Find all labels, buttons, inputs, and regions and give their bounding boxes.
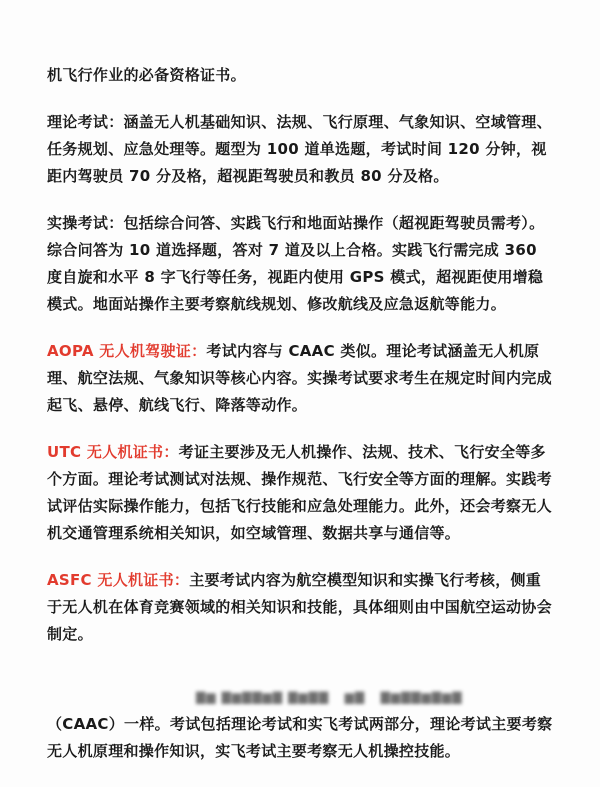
utc-paragraph (47, 439, 555, 547)
utc-heading: UTC 无人机证书： (47, 443, 179, 461)
blurred-heading: ▇▆ ▇▆▇▇▆▇ ▇▆▇▇ ▆▇ ▇▆▇▇▆▇▆▇ (196, 690, 463, 704)
document-body (47, 62, 555, 648)
utc-text: 考证主要涉及无人机操作、法规、技术、飞行安全等多个方面。理论考试测试对法规、操作规范、飞行安全等方面的理解。实践考试评估实际操作能力，包括飞行技能和应急处理能力。此外，还会考察无人机交通管理系统相关知识，如空域管理、数据共享与通信等。 (47, 443, 552, 542)
intro-line: 机飞行作业的必备资格证书。 (47, 66, 246, 84)
tail-paragraph: （CAAC）一样。考试包括理论考试和实飞考试两部分，理论考试主要考察无人机原理和操作知识，实飞考试主要考察无人机操控技能。 (47, 715, 553, 760)
asfc-text: 主要考试内容为航空模型知识和实操飞行考核，侧重于无人机在体育竞赛领域的相关知识和技能，具体细则由中国航空运动协会制定。 (47, 571, 552, 643)
aopa-paragraph (47, 338, 555, 419)
aopa-text: 考试内容与 CAAC 类似。理论考试涵盖无人机原理、航空法规、气象知识等核心内容。实操考试要求考生在规定时间内完成起飞、悬停、航线飞行、降落等动作。 (47, 342, 552, 414)
asfc-paragraph (47, 567, 555, 648)
asfc-heading: ASFC 无人机证书： (47, 571, 190, 589)
aopa-heading: AOPA 无人机驾驶证： (47, 342, 207, 360)
theory-exam-paragraph: 理论考试：涵盖无人机基础知识、法规、飞行原理、气象知识、空域管理、任务规划、应急处理等。题型为 100 道单选题，考试时间 120 分钟，视距内驾驶员 70 分及格，超视距驾驶员和教员 80 分及格。 (47, 113, 552, 185)
practical-exam-paragraph: 实操考试：包括综合问答、实践飞行和地面站操作（超视距驾驶员需考）。综合问答为 10 道选择题，答对 7 道及以上合格。实践飞行需完成 360 度自旋和水平 8 字飞行等任务，视距内使用 GPS 模式，超视距使用增稳模式。地面站操作主要考察航线规划、修改航线及应急返航等能力。 (47, 214, 545, 313)
